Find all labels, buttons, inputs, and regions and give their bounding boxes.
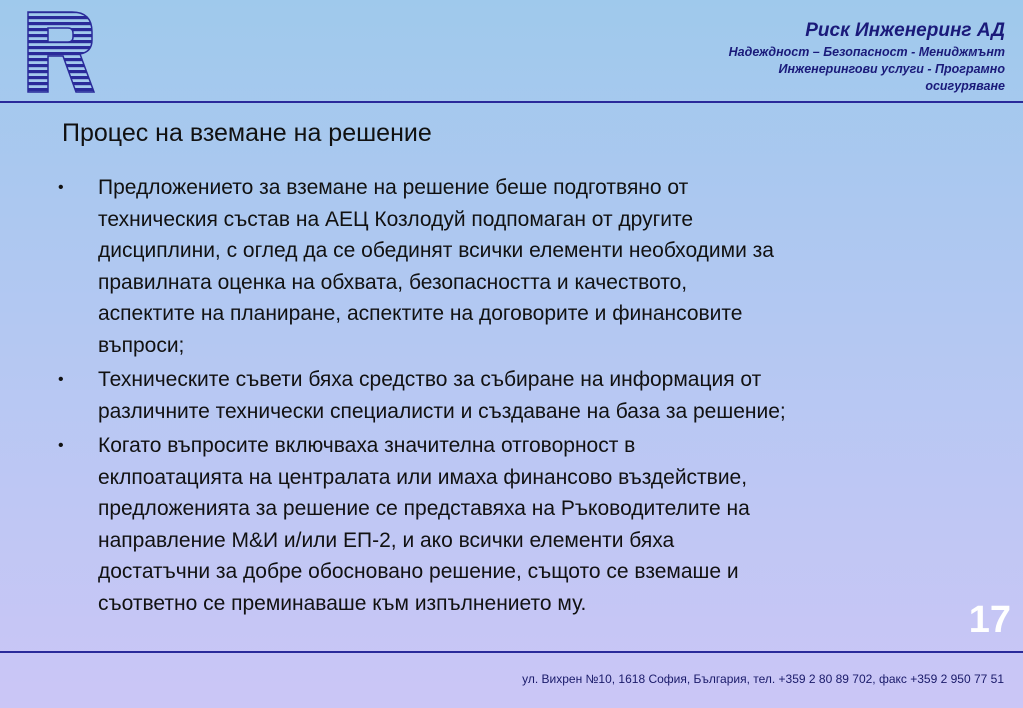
footer-divider — [0, 651, 1023, 653]
bullet-line: еклпоатацията на централата или имаха финансово въздействие, — [98, 465, 748, 489]
company-logo — [26, 10, 96, 94]
footer-address: ул. Вихрен №10, 1618 София, България, тел. +359 2 80 89 702, факс +359 2 950 77 51 — [522, 672, 1004, 686]
bullet-icon: • — [58, 371, 64, 388]
bullet-line: Техническите съвети бяха средство за събиране на информация от — [98, 368, 762, 391]
bullet-line: правилната оценка на обхвата, безопасността и качеството, — [98, 270, 688, 294]
tagline-line-2: Инженерингови услуги - Програмно — [778, 62, 1005, 76]
bullet-item-2 — [58, 364, 978, 427]
bullet-icon: • — [58, 179, 64, 196]
header-divider — [0, 101, 1023, 103]
company-info — [729, 18, 1005, 95]
bullet-line: Предложението за вземане на решение беше подготвяно от — [98, 176, 689, 199]
bullet-line: техническия състав на АЕЦ Козлодуй подпомаган от другите — [98, 207, 694, 231]
bullet-item-3 — [58, 430, 978, 619]
tagline-line-3: осигуряване — [925, 79, 1005, 93]
tagline-line-1: Надеждност – Безопасност - Мениджмънт — [728, 45, 1005, 59]
bullet-line: дисциплини, с оглед да се обединят всички елементи необходими за — [98, 239, 774, 262]
bullet-icon: • — [58, 437, 64, 454]
bullet-line: достатъчни за добре обосновано решение, същото се вземаше и — [98, 560, 739, 583]
slide-title: Процес на вземане на решение — [62, 119, 432, 147]
logo-r-icon — [26, 10, 96, 94]
bullet-line: Когато въпросите включваха значителна отговорност в — [98, 434, 636, 457]
bullet-item-1 — [58, 172, 978, 361]
company-name: Риск Инженеринг АД — [805, 20, 1005, 41]
bullet-line: различните технически специалисти и създаване на база за решение; — [98, 399, 786, 423]
page-number: 17 — [968, 599, 1011, 641]
bullet-line: предложенията за решение се представяха на Ръководителите на — [98, 497, 750, 520]
bullet-line: съответно се преминаваше към изпълнението му. — [98, 591, 587, 615]
bullet-list — [58, 172, 978, 622]
bullet-line: въпроси; — [98, 333, 185, 357]
bullet-line: аспектите на планиране, аспектите на договорите и финансовите — [98, 302, 743, 325]
bullet-line: направление М&И и/или ЕП-2, и ако всички елементи бяха — [98, 528, 675, 552]
